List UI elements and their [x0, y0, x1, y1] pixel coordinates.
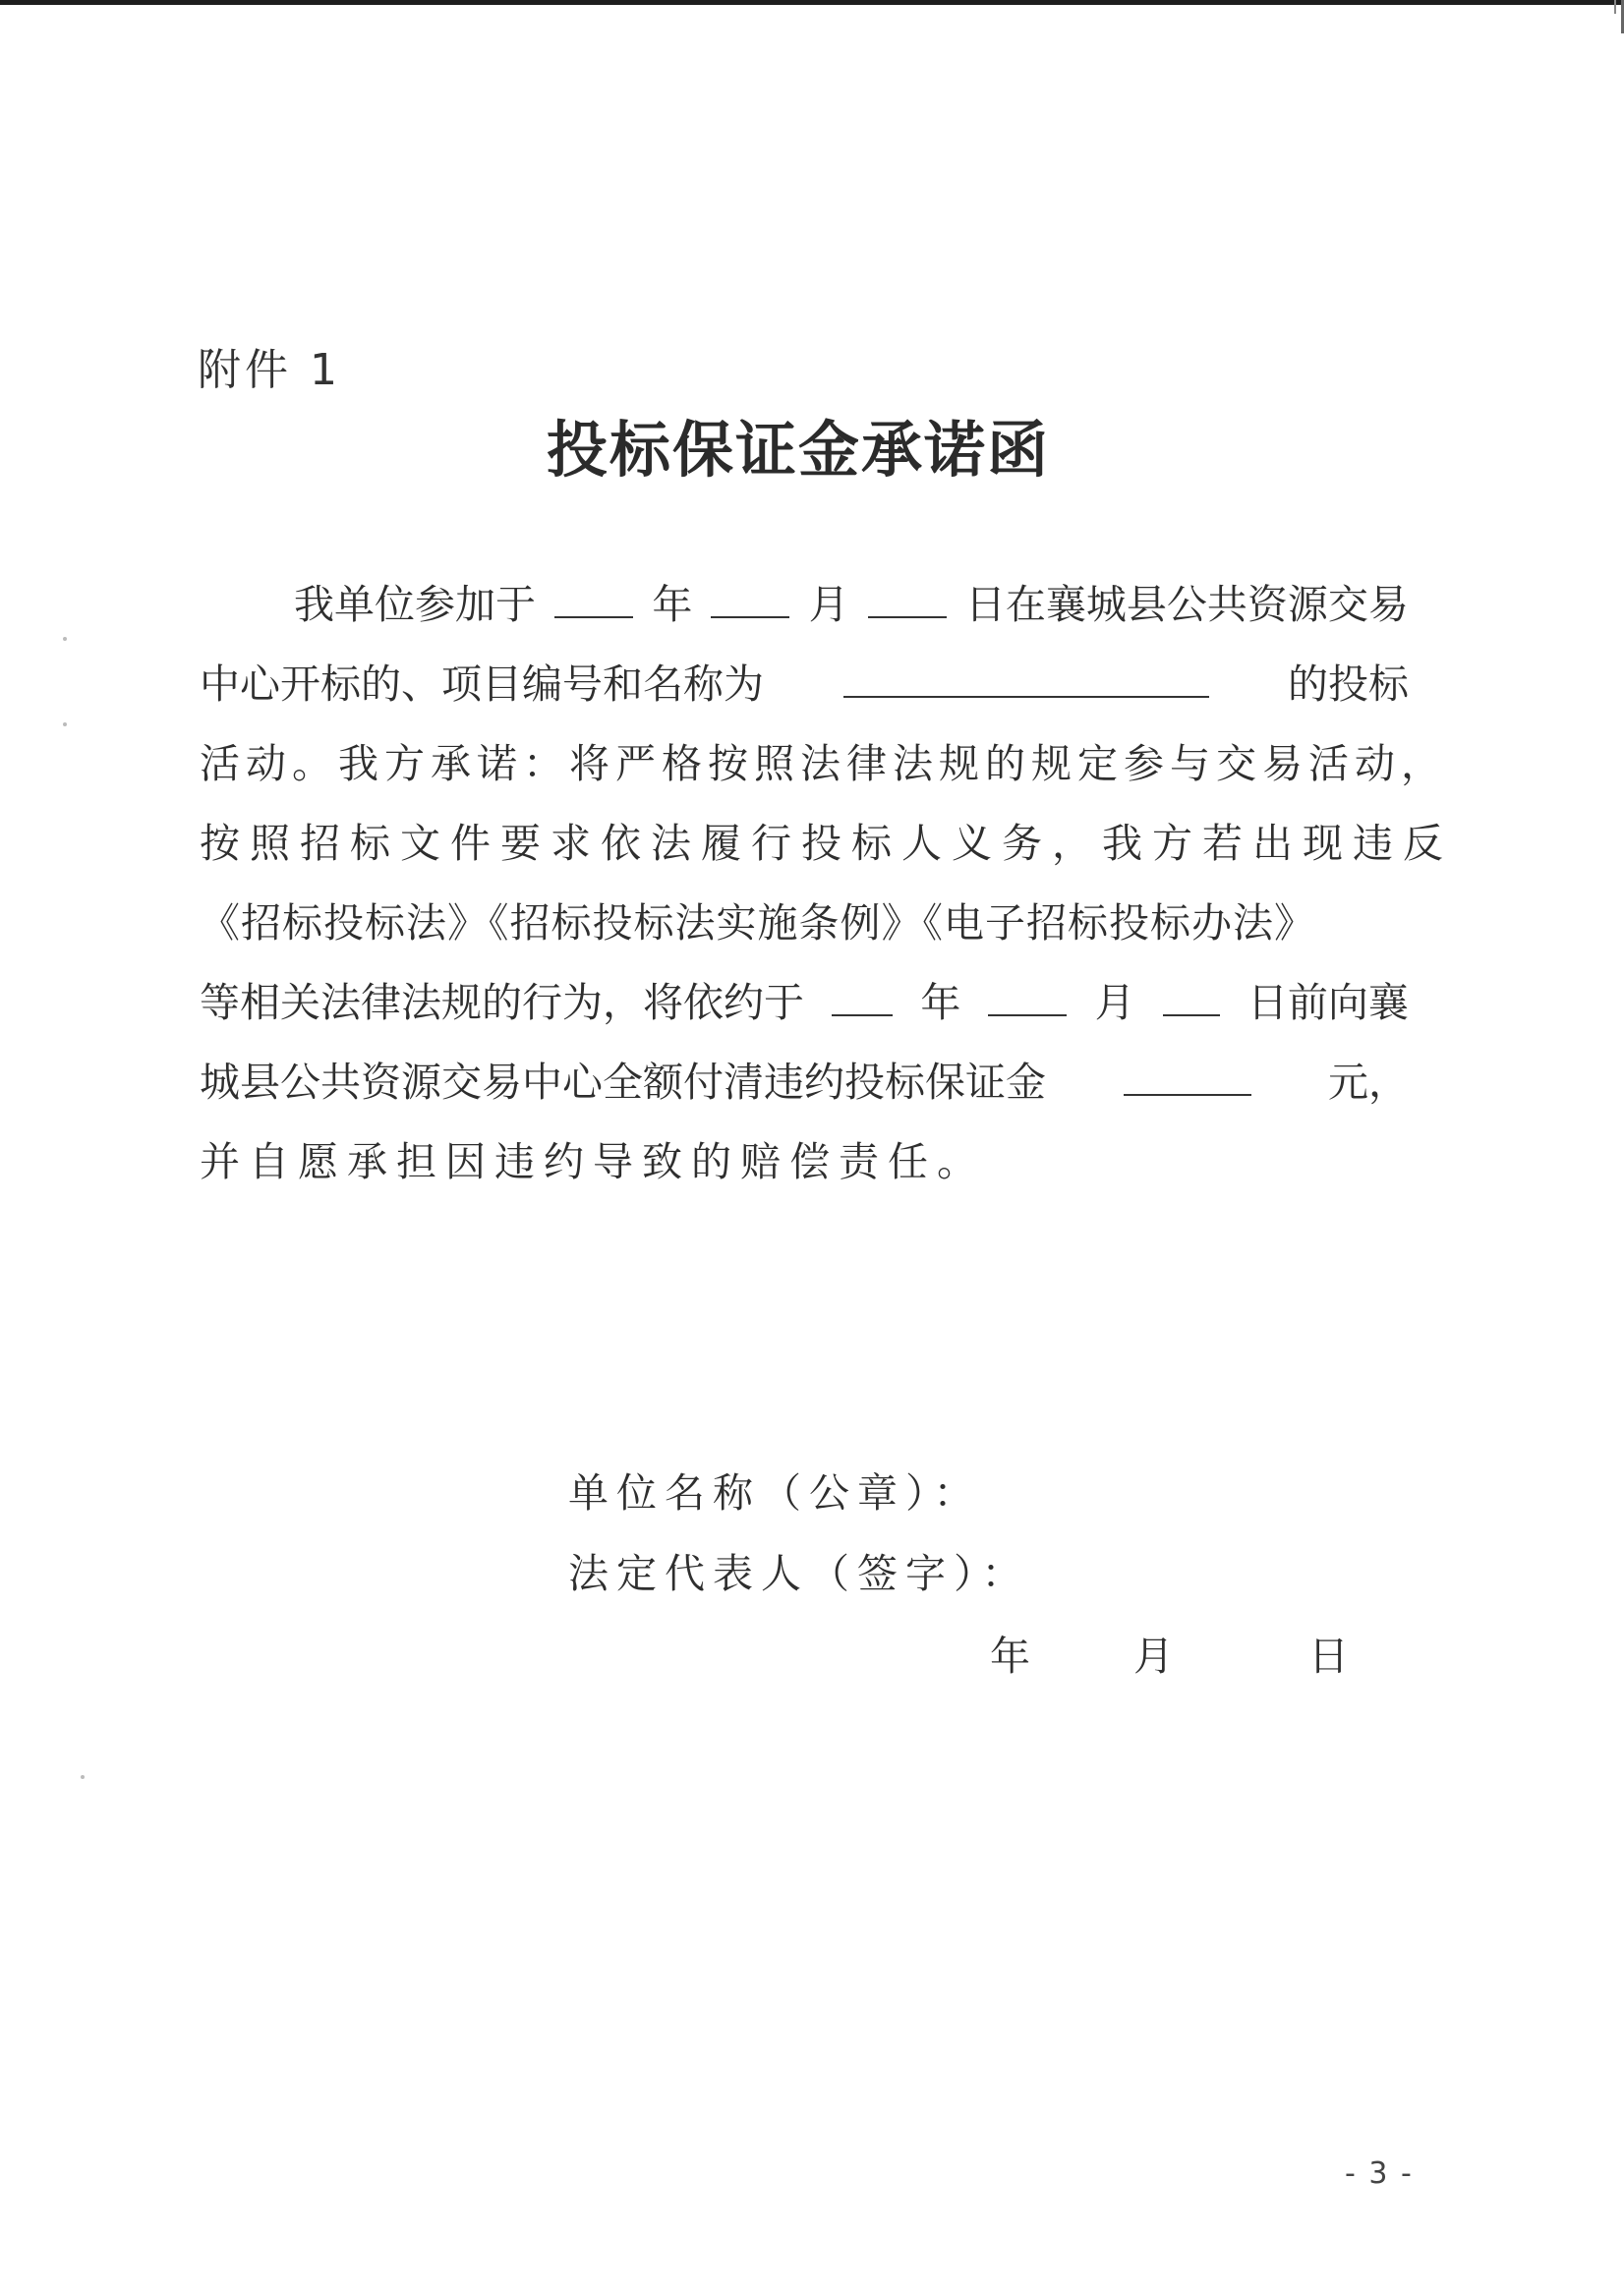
body-text: 日前向襄	[1247, 979, 1409, 1026]
body-line-6	[200, 973, 1409, 1032]
body-text: 等相关法律法规的行为，将依约于	[200, 979, 804, 1026]
body-line-5	[200, 893, 1409, 952]
body-text: 中心开标的、项目编号和名称为	[200, 660, 764, 708]
body-text: 城县公共资源交易中心全额付清违约投标保证金	[200, 1059, 1046, 1106]
body-line-4	[200, 814, 1453, 873]
body-text: 按照招标文件要求依法履行投标人义务，我方若出现违反	[200, 820, 1453, 867]
sign-date-day: 日	[1308, 1633, 1349, 1680]
body-text: 日在襄城县公共资源交易	[964, 581, 1409, 628]
scan-edge-top	[0, 0, 1624, 5]
blank-pay-month	[988, 973, 1067, 1016]
blank-month	[711, 575, 789, 618]
body-text: 月	[808, 581, 849, 628]
scan-speck	[81, 1775, 85, 1779]
blank-pay-year	[832, 973, 893, 1016]
unit-name-label: 单位名称（公章）：	[568, 1469, 982, 1517]
body-text: 年	[920, 979, 961, 1026]
body-text: 的投标	[1288, 660, 1409, 708]
body-line-7	[200, 1053, 1409, 1112]
scan-speck	[63, 722, 67, 726]
body-line-3	[200, 734, 1447, 793]
body-text: 年	[652, 581, 693, 628]
blank-amount	[1124, 1053, 1251, 1096]
body-line-1	[200, 575, 1409, 634]
sign-date-year: 年	[990, 1633, 1030, 1680]
body-line-2	[200, 655, 1409, 714]
blank-project-name	[843, 655, 1209, 698]
legal-rep-label: 法定代表人（签字）：	[568, 1550, 1030, 1597]
scan-edge-right-mark	[1614, 0, 1616, 14]
blank-year	[554, 575, 633, 618]
body-text: 元，	[1328, 1059, 1409, 1106]
body-text: 活动。我方承诺：将严格按照法律法规的规定参与交易活动，	[200, 740, 1447, 787]
body-text: 我单位参加于	[294, 581, 536, 628]
document-title: 投标保证金承诺函	[547, 414, 1051, 486]
attachment-label: 附件 1	[198, 345, 341, 395]
blank-pay-day	[1163, 973, 1220, 1016]
body-text: 月	[1094, 979, 1135, 1026]
scan-speck	[63, 637, 67, 641]
page-number: - 3 -	[1345, 2156, 1414, 2191]
sign-date-month: 月	[1133, 1633, 1174, 1680]
blank-day	[868, 575, 947, 618]
body-line-8: 并自愿承担因违约导致的赔偿责任。	[200, 1138, 986, 1185]
body-text: 《招标投标法》《招标投标法实施条例》《电子招标投标办法》	[200, 899, 1315, 947]
